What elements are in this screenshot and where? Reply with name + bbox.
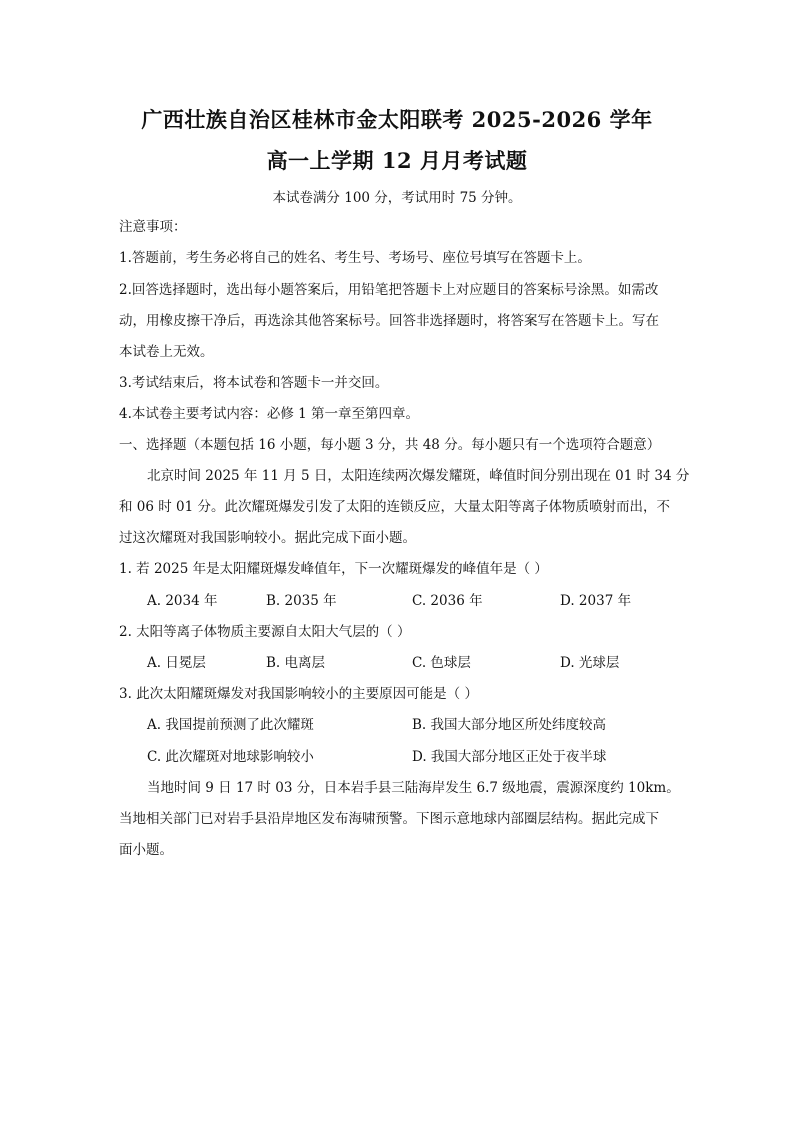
passage2-line2: 当地相关部门已对岩手县沿岸地区发布海啸预警。下图示意地球内部圈层结构。据此完成下 [119,811,659,827]
question-3-option-a: A. 我国提前预测了此次耀斑 [147,717,314,733]
section1-heading: 一、选择题（本题包括 16 小题，每小题 3 分，共 48 分。每小题只有一个选项符合题意） [119,437,661,453]
passage2-line1: 当地时间 9 日 17 时 03 分，日本岩手县三陆海岸发生 6.7 级地震，震源深度约 10km。 [147,780,680,796]
question-1-option-c: C. 2036 年 [412,593,483,609]
question-1-option-a: A. 2034 年 [147,593,218,609]
notice-heading: 注意事项： [119,219,187,235]
exam-title-line2: 高一上学期 12 月月考试题 [266,148,528,173]
question-3-option-b: B. 我国大部分地区所处纬度较高 [412,717,607,733]
question-3-option-d: D. 我国大部分地区正处于夜半球 [412,749,607,765]
passage2-line3: 面小题。 [119,842,173,858]
question-1-option-b: B. 2035 年 [266,593,337,609]
question-1-option-d: D. 2037 年 [560,593,632,609]
notice-item-1: 1.答题前，考生务必将自己的姓名、考生号、考场号、座位号填写在答题卡上。 [119,250,591,266]
exam-subtitle: 本试卷满分 100 分，考试用时 75 分钟。 [272,190,522,206]
exam-title-line1: 广西壮族自治区桂林市金太阳联考 2025-2026 学年 [141,107,653,132]
passage1-line1: 北京时间 2025 年 11 月 5 日，太阳连续两次爆发耀斑，峰值时间分别出现在 01 时 34 分 [147,468,690,484]
notice-item-4: 4.本试卷主要考试内容：必修 1 第一章至第四章。 [119,406,420,422]
question-2-stem: 2. 太阳等离子体物质主要源自太阳大气层的（ ） [119,624,411,640]
notice-item-2-line3: 本试卷上无效。 [119,344,214,360]
question-3-option-c: C. 此次耀斑对地球影响较小 [147,749,314,765]
question-2-option-d: D. 光球层 [560,655,620,671]
notice-item-2-line1: 2.回答选择题时，选出每小题答案后，用铅笔把答题卡上对应题目的答案标号涂黑。如需改 [119,282,659,298]
question-3-stem: 3. 此次太阳耀斑爆发对我国影响较小的主要原因可能是（ ） [119,686,478,702]
notice-item-2-line2: 动，用橡皮擦干净后，再选涂其他答案标号。回答非选择题时，将答案写在答题卡上。写在 [119,313,659,329]
question-1-stem: 1. 若 2025 年是太阳耀斑爆发峰值年，下一次耀斑爆发的峰值年是（ ） [119,561,548,577]
question-2-option-a: A. 日冕层 [147,655,206,671]
passage1-line3: 过这次耀斑对我国影响较小。据此完成下面小题。 [119,530,416,546]
notice-item-3: 3.考试结束后，将本试卷和答题卡一并交回。 [119,375,389,391]
passage1-line2: 和 06 时 01 分。此次耀斑爆发引发了太阳的连锁反应，大量太阳等离子体物质喷射而出，不 [119,499,671,515]
question-2-option-b: B. 电离层 [266,655,326,671]
question-2-option-c: C. 色球层 [412,655,471,671]
